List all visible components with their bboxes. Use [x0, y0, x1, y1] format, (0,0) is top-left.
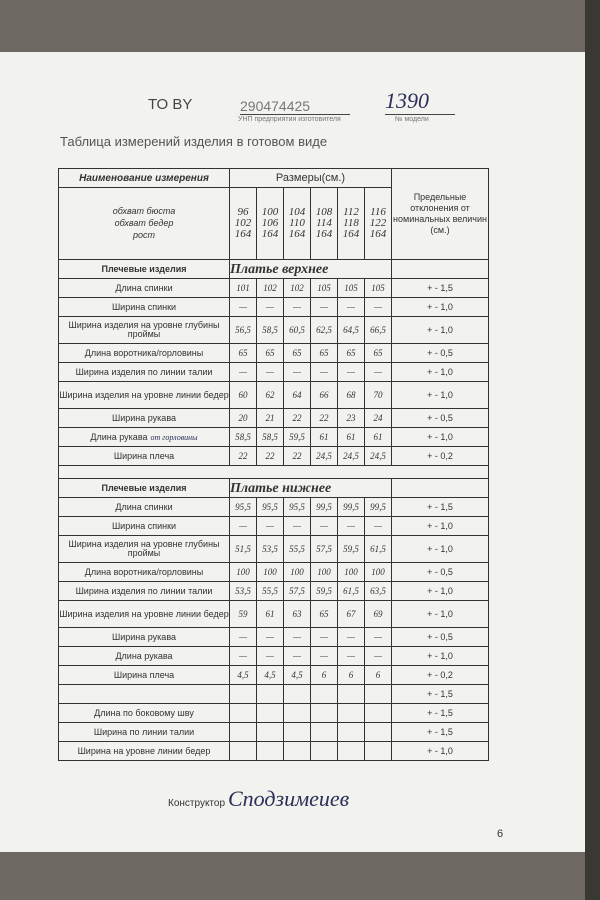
measurement-name: Длина спинки — [59, 279, 230, 298]
measurement-value: 24 — [365, 409, 392, 428]
measurement-value: 61,5 — [338, 582, 365, 601]
measurement-name: Ширина на уровне линии бедер — [59, 742, 230, 761]
measurement-value — [257, 742, 284, 761]
measurement-name: Длина рукава — [59, 647, 230, 666]
spacer-cell — [59, 466, 489, 479]
measurement-value: 70 — [365, 382, 392, 409]
tolerance-value: + - 0,2 — [392, 666, 489, 685]
measurement-value: — — [230, 363, 257, 382]
measurement-value — [338, 742, 365, 761]
measurement-name: Ширина изделия по линии талии — [59, 582, 230, 601]
section-label: Плечевые изделия — [59, 479, 230, 498]
measurement-value: 24,5 — [338, 447, 365, 466]
tolerance-value: + - 1,0 — [392, 647, 489, 666]
measurement-value — [257, 685, 284, 704]
measurement-value: 102 — [257, 279, 284, 298]
size-value: 122 — [369, 217, 387, 230]
measurement-value: 65 — [338, 344, 365, 363]
table-row — [59, 704, 489, 723]
size-column — [230, 188, 257, 260]
unp-caption: УНП предприятия изготовителя — [238, 116, 341, 123]
measurement-value: 61 — [365, 428, 392, 447]
measurement-value: 105 — [338, 279, 365, 298]
measurement-value: 105 — [365, 279, 392, 298]
tolerance-value: + - 0,5 — [392, 344, 489, 363]
table-row — [59, 582, 489, 601]
section-note: Платье нижнее — [230, 479, 392, 498]
measurement-value: 58,5 — [257, 428, 284, 447]
measurement-value: 63,5 — [365, 582, 392, 601]
size-column — [338, 188, 365, 260]
to-by-label: ТО BY — [148, 96, 193, 113]
measurement-name: Длина воротника/горловины — [59, 344, 230, 363]
measurement-name — [59, 685, 230, 704]
measurement-value: — — [230, 517, 257, 536]
measurement-value: 59,5 — [311, 582, 338, 601]
model-number: 1390 — [385, 88, 455, 115]
table-row — [59, 601, 489, 628]
size-value: 96 — [237, 206, 249, 219]
measurement-value: 63 — [284, 601, 311, 628]
measurement-value — [284, 685, 311, 704]
table-row — [59, 428, 489, 447]
measurement-value: 58,5 — [257, 317, 284, 344]
measurement-value — [311, 742, 338, 761]
measurement-value: 100 — [230, 563, 257, 582]
measurement-value: 24,5 — [311, 447, 338, 466]
tolerance-header: Предельные отклонения от номинальных величин (см.) — [392, 169, 489, 260]
size-column — [365, 188, 392, 260]
size-value: 112 — [343, 206, 359, 219]
measurement-value: — — [365, 647, 392, 666]
measurement-value: 100 — [257, 563, 284, 582]
size-value: 118 — [343, 217, 359, 230]
measurement-value: 105 — [311, 279, 338, 298]
measurement-value: 100 — [311, 563, 338, 582]
size-value: 104 — [288, 206, 306, 219]
measurement-value: 4,5 — [284, 666, 311, 685]
size-column — [257, 188, 284, 260]
measurement-value — [284, 723, 311, 742]
table-row — [59, 317, 489, 344]
spacer-row — [59, 466, 489, 479]
measurement-value: 66,5 — [365, 317, 392, 344]
measurement-name: Ширина изделия на уровне линии бедер — [59, 382, 230, 409]
table-row — [59, 628, 489, 647]
measures-cell — [59, 188, 230, 260]
tolerance-value: + - 1,0 — [392, 382, 489, 409]
measurement-value: 95,5 — [284, 498, 311, 517]
size-column — [284, 188, 311, 260]
measurement-name: Ширина изделия на уровне линии бедер — [59, 601, 230, 628]
measurement-value — [230, 742, 257, 761]
size-value: 106 — [261, 217, 279, 230]
measurement-value: 100 — [284, 563, 311, 582]
measurement-value: 65 — [230, 344, 257, 363]
measurement-value: 64 — [284, 382, 311, 409]
tolerance-value: + - 1,5 — [392, 498, 489, 517]
measurement-value: 67 — [338, 601, 365, 628]
measurement-value: — — [365, 298, 392, 317]
measurement-name: Длина воротника/горловины — [59, 563, 230, 582]
measurement-value: 102 — [284, 279, 311, 298]
constructor-signature: Сподзимеиев — [228, 786, 350, 811]
measurement-name: Длина спинки — [59, 498, 230, 517]
measurement-value: — — [257, 363, 284, 382]
tolerance-value: + - 1,0 — [392, 298, 489, 317]
measurement-value: — — [365, 517, 392, 536]
measurement-value: 100 — [365, 563, 392, 582]
measurement-value: 24,5 — [365, 447, 392, 466]
table-row — [59, 409, 489, 428]
measurement-value — [257, 723, 284, 742]
measurement-value — [365, 685, 392, 704]
size-column — [311, 188, 338, 260]
measurement-value: — — [230, 298, 257, 317]
measurement-value: 55,5 — [284, 536, 311, 563]
measurement-value: 20 — [230, 409, 257, 428]
page-title: Таблица измерений изделия в готовом виде — [60, 134, 328, 149]
column-name-header: Наименование измерения — [59, 169, 230, 188]
size-value: 164 — [315, 228, 333, 241]
measurement-value: — — [257, 517, 284, 536]
measurement-name: Ширина по линии талии — [59, 723, 230, 742]
measurement-value: 64,5 — [338, 317, 365, 344]
measurement-table — [58, 168, 489, 761]
measurement-value: 61,5 — [365, 536, 392, 563]
size-value: 164 — [288, 228, 306, 241]
measurement-value: 22 — [311, 409, 338, 428]
size-value: 108 — [315, 206, 333, 219]
measurement-value: — — [338, 647, 365, 666]
measurement-value: — — [338, 363, 365, 382]
tolerance-value: + - 1,5 — [392, 723, 489, 742]
tolerance-value: + - 1,0 — [392, 363, 489, 382]
measurement-name: Ширина изделия на уровне глубины проймы — [59, 536, 230, 563]
measurement-value: 65 — [311, 344, 338, 363]
table-row — [59, 666, 489, 685]
measurement-value: 99,5 — [365, 498, 392, 517]
constructor-label: Конструктор — [168, 798, 226, 809]
measurement-value — [284, 704, 311, 723]
table-row — [59, 447, 489, 466]
measurement-value: 62,5 — [311, 317, 338, 344]
model-caption: № модели — [395, 116, 429, 123]
measurement-name: Ширина изделия по линии талии — [59, 363, 230, 382]
measure-label: обхват бедер — [114, 218, 174, 229]
size-value: 164 — [369, 228, 387, 241]
measurement-value: 100 — [338, 563, 365, 582]
measurement-value: 22 — [284, 447, 311, 466]
measurement-value: — — [311, 647, 338, 666]
table-row — [59, 298, 489, 317]
measurement-value — [311, 704, 338, 723]
section-tol — [392, 260, 489, 279]
measurement-value: — — [230, 628, 257, 647]
table-row — [59, 536, 489, 563]
measurement-value: 95,5 — [257, 498, 284, 517]
measurement-name: Ширина спинки — [59, 298, 230, 317]
measurement-value: 58,5 — [230, 428, 257, 447]
measurement-value: — — [365, 363, 392, 382]
measurement-value: 65 — [311, 601, 338, 628]
header-row — [59, 169, 489, 188]
measurement-value: 61 — [338, 428, 365, 447]
size-value: 114 — [316, 217, 332, 230]
measurement-value — [338, 685, 365, 704]
table-row — [59, 363, 489, 382]
measurement-name: Ширина изделия на уровне глубины проймы — [59, 317, 230, 344]
measurement-value: 6 — [365, 666, 392, 685]
measurement-value: 59 — [230, 601, 257, 628]
measurement-value: 60,5 — [284, 317, 311, 344]
measurement-name: Ширина спинки — [59, 517, 230, 536]
measurement-value — [365, 704, 392, 723]
table-row — [59, 563, 489, 582]
measurement-value: — — [311, 363, 338, 382]
measurement-value: — — [284, 628, 311, 647]
measurement-value — [257, 704, 284, 723]
measurement-name: Ширина плеча — [59, 666, 230, 685]
measurement-value: 57,5 — [284, 582, 311, 601]
measurement-value: 22 — [284, 409, 311, 428]
measurement-value: 66 — [311, 382, 338, 409]
measurement-value — [230, 723, 257, 742]
tolerance-value: + - 1,5 — [392, 704, 489, 723]
tolerance-value: + - 1,0 — [392, 317, 489, 344]
table-row — [59, 279, 489, 298]
measurement-value: 61 — [311, 428, 338, 447]
measurement-value: 65 — [257, 344, 284, 363]
measurement-value: 60 — [230, 382, 257, 409]
measure-label: рост — [132, 230, 155, 241]
section-row — [59, 260, 489, 279]
measurement-value: — — [284, 298, 311, 317]
measurement-value: 99,5 — [338, 498, 365, 517]
measurement-value: — — [365, 628, 392, 647]
measurement-name: Длина рукава от горловины — [59, 428, 230, 447]
measurement-value: 59,5 — [284, 428, 311, 447]
size-value: 164 — [342, 228, 360, 241]
measurement-value — [230, 704, 257, 723]
measurement-value: 4,5 — [230, 666, 257, 685]
tolerance-value: + - 0,2 — [392, 447, 489, 466]
measurement-value — [311, 685, 338, 704]
tolerance-value: + - 0,5 — [392, 563, 489, 582]
measurement-value: 65 — [284, 344, 311, 363]
measurement-value — [338, 704, 365, 723]
measurement-value: 55,5 — [257, 582, 284, 601]
measurement-value: — — [338, 628, 365, 647]
measurement-name: Ширина рукава — [59, 628, 230, 647]
measurement-value: — — [257, 298, 284, 317]
tolerance-value: + - 1,5 — [392, 279, 489, 298]
size-value: 100 — [261, 206, 279, 219]
section-tol — [392, 479, 489, 498]
measurement-value: 99,5 — [311, 498, 338, 517]
measure-label: обхват бюста — [112, 206, 176, 217]
measurement-value: 65 — [365, 344, 392, 363]
measurement-name: Ширина рукава — [59, 409, 230, 428]
size-value: 110 — [289, 217, 305, 230]
tolerance-value: + - 1,0 — [392, 601, 489, 628]
sizes-header: Размеры(см.) — [230, 169, 392, 188]
measurement-value: 51,5 — [230, 536, 257, 563]
tolerance-value: + - 1,0 — [392, 582, 489, 601]
table-row — [59, 685, 489, 704]
tolerance-value: + - 1,0 — [392, 742, 489, 761]
measurement-value: 57,5 — [311, 536, 338, 563]
measurement-value: 68 — [338, 382, 365, 409]
measurement-value: 53,5 — [230, 582, 257, 601]
unp-number: 290474425 — [240, 98, 350, 115]
measurement-name: Ширина плеча — [59, 447, 230, 466]
measurement-value: 69 — [365, 601, 392, 628]
tolerance-value: + - 0,5 — [392, 628, 489, 647]
measurement-value: 21 — [257, 409, 284, 428]
measurement-value: — — [311, 628, 338, 647]
table-row — [59, 344, 489, 363]
table-row — [59, 742, 489, 761]
measurement-value — [365, 742, 392, 761]
tolerance-value: + - 1,0 — [392, 517, 489, 536]
section-label: Плечевые изделия — [59, 260, 230, 279]
measurement-value: 6 — [338, 666, 365, 685]
measurement-value: — — [311, 517, 338, 536]
size-value: 116 — [370, 206, 386, 219]
measurement-value: — — [338, 517, 365, 536]
background-edge — [585, 0, 600, 900]
measurement-value: 53,5 — [257, 536, 284, 563]
measurement-value: — — [257, 628, 284, 647]
tolerance-value: + - 1,0 — [392, 428, 489, 447]
measurement-value — [230, 685, 257, 704]
measurement-value: 59,5 — [338, 536, 365, 563]
measurement-value: 56,5 — [230, 317, 257, 344]
measurement-value: 95,5 — [230, 498, 257, 517]
size-value: 164 — [261, 228, 279, 241]
measurement-value: — — [284, 363, 311, 382]
tolerance-value: + - 1,5 — [392, 685, 489, 704]
measurement-value: — — [311, 298, 338, 317]
sleeve-note: от горловины — [150, 432, 198, 442]
measurement-value: — — [284, 647, 311, 666]
tolerance-value: + - 0,5 — [392, 409, 489, 428]
page-number: 6 — [497, 828, 504, 840]
measurement-value: — — [230, 647, 257, 666]
table-row — [59, 647, 489, 666]
measurement-value: — — [284, 517, 311, 536]
table-row — [59, 498, 489, 517]
measurement-value: 61 — [257, 601, 284, 628]
measurement-value — [338, 723, 365, 742]
table-row — [59, 517, 489, 536]
measurement-value: — — [338, 298, 365, 317]
measurement-value — [311, 723, 338, 742]
measurement-value: — — [257, 647, 284, 666]
measurement-value: 101 — [230, 279, 257, 298]
measurement-name: Длина по боковому шву — [59, 704, 230, 723]
measurement-value: 4,5 — [257, 666, 284, 685]
table-row — [59, 382, 489, 409]
measurement-value: 22 — [230, 447, 257, 466]
section-note: Платье верхнее — [230, 260, 392, 279]
size-value: 102 — [234, 217, 252, 230]
size-value: 164 — [234, 228, 252, 241]
measurement-value — [284, 742, 311, 761]
table-row — [59, 723, 489, 742]
section-row — [59, 479, 489, 498]
measurement-value — [365, 723, 392, 742]
measurement-value: 22 — [257, 447, 284, 466]
measurement-value: 62 — [257, 382, 284, 409]
measurement-value: 6 — [311, 666, 338, 685]
measurement-value: 23 — [338, 409, 365, 428]
tolerance-value: + - 1,0 — [392, 536, 489, 563]
